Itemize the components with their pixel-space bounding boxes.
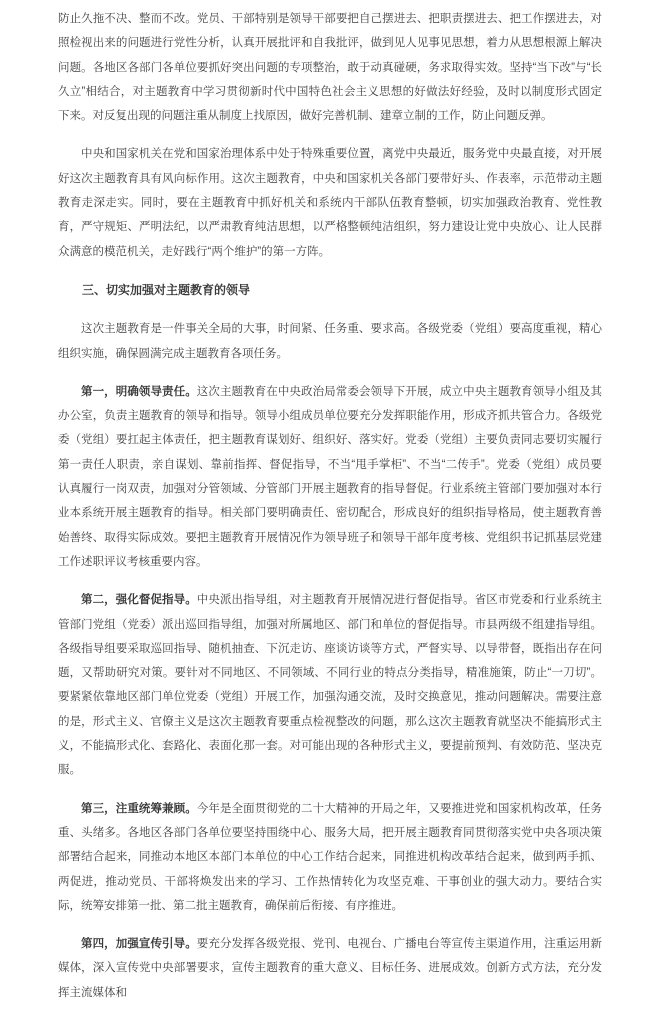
- paragraph-lead: 第一，明确领导责任。: [81, 385, 197, 398]
- paragraph-text: 防止久拖不决、整而不改。党员、干部特别是领导干部要把自己摆进去、把职责摆进去、把工作摆进去，对照检视出来的问题进行党性分析，认真开展批评和自我批评，做到见人见事见思想，着力从思想根源上解决问题。各地区各部门各单位要抓好突出问题的专项整治，敢于动真碰硬，务求取得实效。坚持“当下改”与“长久立”相结合，对主题教育中学习贯彻新时代中国特色社会主义思想的好做法好经验，及时以制度形式固定下来。对反复出现的问题注重从制度上找原因，做好完善机制、建章立制的工作，防止问题反弹。: [58, 13, 602, 123]
- paragraph-point-3: [58, 797, 602, 918]
- paragraph-text: 这次主题教育在中央政治局常委会领导下开展，成立中央主题教育领导小组及其办公室，负责主题教育的领导和指导。领导小组成员单位要充分发挥职能作用，形成齐抓共管合力。各级党委（党组）要扛起主体责任，把主题教育谋划好、组织好、落实好。党委（党组）主要负责同志要切实履行第一责任人职责，亲自谋划、靠前指挥、督促指导，不当“甩手掌柜”、不当“二传手”。党委（党组）成员要认真履行一岗双责，加强对分管领域、分管部门开展主题教育的指导督促。行业系统主管部门要加强对本行业本系统开展主题教育的指导。相关部门要明确责任、密切配合，形成良好的组织指导格局，使主题教育善始善终、取得实际成效。要把主题教育开展情况作为领导班子和领导干部年度考核、党组织书记抓基层党建工作述职评议考核重要内容。: [58, 385, 602, 568]
- paragraph-lead: 第二，强化督促指导。: [81, 594, 197, 607]
- paragraph-text: 中央和国家机关在党和国家治理体系中处于特殊重要位置，离党中央最近，服务党中央最直接，对开展好这次主题教育具有风向标作用。这次主题教育，中央和国家机关各部门要带好头、作表率，示范带动主题教育走深走实。同时，要在主题教育中抓好机关和系统内干部队伍教育整顿，切实加强政治教育、党性教育，严守规矩、严明法纪，以严肃教育纯洁思想，以严格整顿纯洁组织，努力建设让党中央放心、让人民群众满意的模范机关，走好践行“两个维护”的第一方阵。: [58, 148, 602, 258]
- paragraph-overview: [58, 317, 602, 366]
- paragraph-text: 要充分发挥各级党报、党刊、电视台、广播电台等宣传主渠道作用，注重运用新媒体，深入宣传党中央部署要求，宣传主题教育的重大意义、目标任务、进展成效。创新方式方法，充分发挥主流媒体和: [58, 938, 602, 999]
- paragraph-text: 今年是全面贯彻党的二十大精神的开局之年，又要推进党和国家机构改革，任务重、头绪多。各地区各部门各单位要坚持围绕中心、服务大局，把开展主题教育同贯彻落实党中央各项决策部署结合起来，同推动本地区本部门本单位的中心工作结合起来，同推进机构改革结合起来，做到两手抓、两促进，推动党员、干部将焕发出来的学习、工作热情转化为攻坚克难、干事创业的强大动力。要结合实际，统筹安排第一批、第二批主题教育，确保前后衔接、有序推进。: [58, 802, 602, 912]
- paragraph-point-4: [58, 932, 602, 1005]
- paragraph-lead: 第四，加强宣传引导。: [81, 938, 197, 951]
- paragraph-text: 中央派出指导组，对主题教育开展情况进行督促指导。省区市党委和行业系统主管部门党组（党委）派出巡回指导组，加强对所属地区、部门和单位的督促指导。市县两级不组建指导组。各级指导组要采取巡回指导、随机抽查、下沉走访、座谈访谈等方式，严督实导、以导带督，既指出存在问题，又帮助研究对策。要针对不同地区、不同领域、不同行业的特点分类指导，精准施策，防止“一刀切”。要紧紧依靠地区部门单位党委（党组）开展工作，加强沟通交流，及时交换意见，推动问题解决。需要注意的是，形式主义、官僚主义是这次主题教育要重点检视整改的问题，那么这次主题教育就坚决不能搞形式主义，不能搞形式化、套路化、表面化那一套。对可能出现的各种形式主义，要提前预判、有效防范、坚决克服。: [58, 594, 602, 777]
- paragraph-text: 这次主题教育是一件事关全局的大事，时间紧、任务重、要求高。各级党委（党组）要高度重视，精心组织实施，确保圆满完成主题教育各项任务。: [58, 323, 602, 360]
- paragraph-intro-continued: [58, 7, 602, 128]
- paragraph-lead: 第三，注重统筹兼顾。: [81, 802, 197, 815]
- document-page: [58, 7, 602, 1019]
- paragraph-point-1: [58, 380, 602, 574]
- paragraph-point-2: [58, 588, 602, 782]
- section-heading: 三、切实加强对主题教育的领导: [82, 282, 251, 297]
- paragraph-central-organs: [58, 142, 602, 263]
